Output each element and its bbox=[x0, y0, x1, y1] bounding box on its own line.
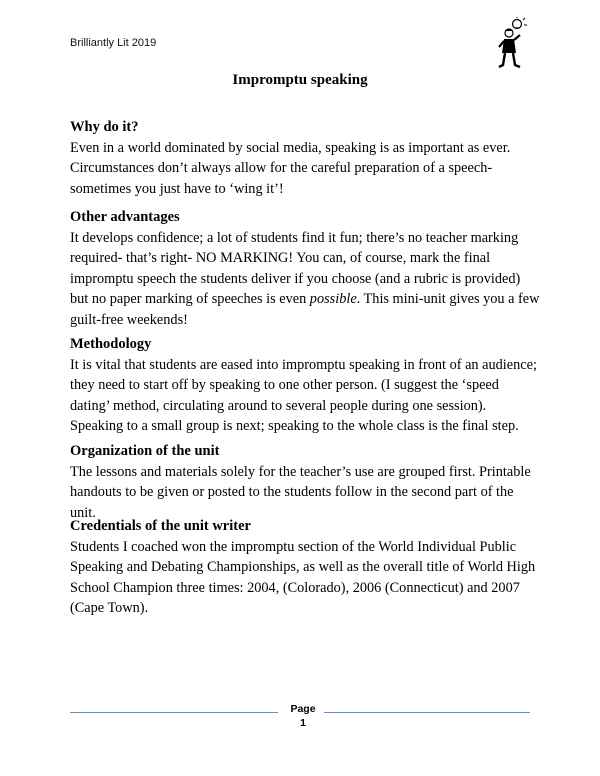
section-heading: Organization of the unit bbox=[70, 443, 220, 459]
section-why bbox=[70, 117, 540, 199]
footer-divider-left bbox=[70, 712, 278, 713]
section-methodology bbox=[70, 334, 540, 437]
page-title: Impromptu speaking bbox=[232, 72, 368, 88]
body-text: It develops confidence; a lot of students find it fun; there’s no teacher marking required- that’s right- NO MARKING! You can, of course, mark the final impromptu speech the students deliver if you choose (and a rubric is provided) but no paper marking of speeches is even bbox=[70, 229, 521, 307]
section-body: Even in a world dominated by social media, speaking is as important as ever. Circumstances don’t always allow for the careful preparation of a speech- sometimes you just have to ‘wing it’! bbox=[70, 139, 511, 197]
footer-divider-right bbox=[324, 712, 530, 713]
section-heading: Credentials of the unit writer bbox=[70, 518, 251, 534]
body-text: . This mini-unit gives you a few guilt-free weekends! bbox=[70, 291, 540, 328]
section-organization bbox=[70, 441, 540, 523]
page-label: Page bbox=[290, 703, 316, 715]
section-heading: Why do it? bbox=[70, 119, 139, 135]
header-brand: Brilliantly Lit 2019 bbox=[70, 37, 157, 49]
speaker-figure-logo bbox=[493, 17, 533, 72]
section-body: It is vital that students are eased into impromptu speaking in front of an audience; they need to start off by speaking to one other person. (I suggest the ‘speed dating’ method, circulating around to several people during one session). Speaking to a small group is next; speaking to the whole class is the final step. bbox=[70, 356, 537, 434]
emphasis-text: possible bbox=[309, 291, 357, 307]
page-number bbox=[283, 702, 323, 730]
section-credentials bbox=[70, 516, 540, 619]
section-advantages bbox=[70, 207, 540, 330]
page-number-value: 1 bbox=[300, 717, 306, 729]
section-body bbox=[70, 228, 540, 331]
section-body: Students I coached won the impromptu section of the World Individual Public Speaking and Debating Championships, as well as the overall title of World High School Champion three times: 2004, (Colorado), 2006 (Connecticut) and 2007 (Cape Town). bbox=[70, 538, 536, 616]
section-heading: Other advantages bbox=[70, 209, 180, 225]
section-body: The lessons and materials solely for the teacher’s use are grouped first. Printable handouts to be given or posted to the students follow in the second part of the unit. bbox=[70, 463, 531, 521]
section-heading: Methodology bbox=[70, 336, 152, 352]
